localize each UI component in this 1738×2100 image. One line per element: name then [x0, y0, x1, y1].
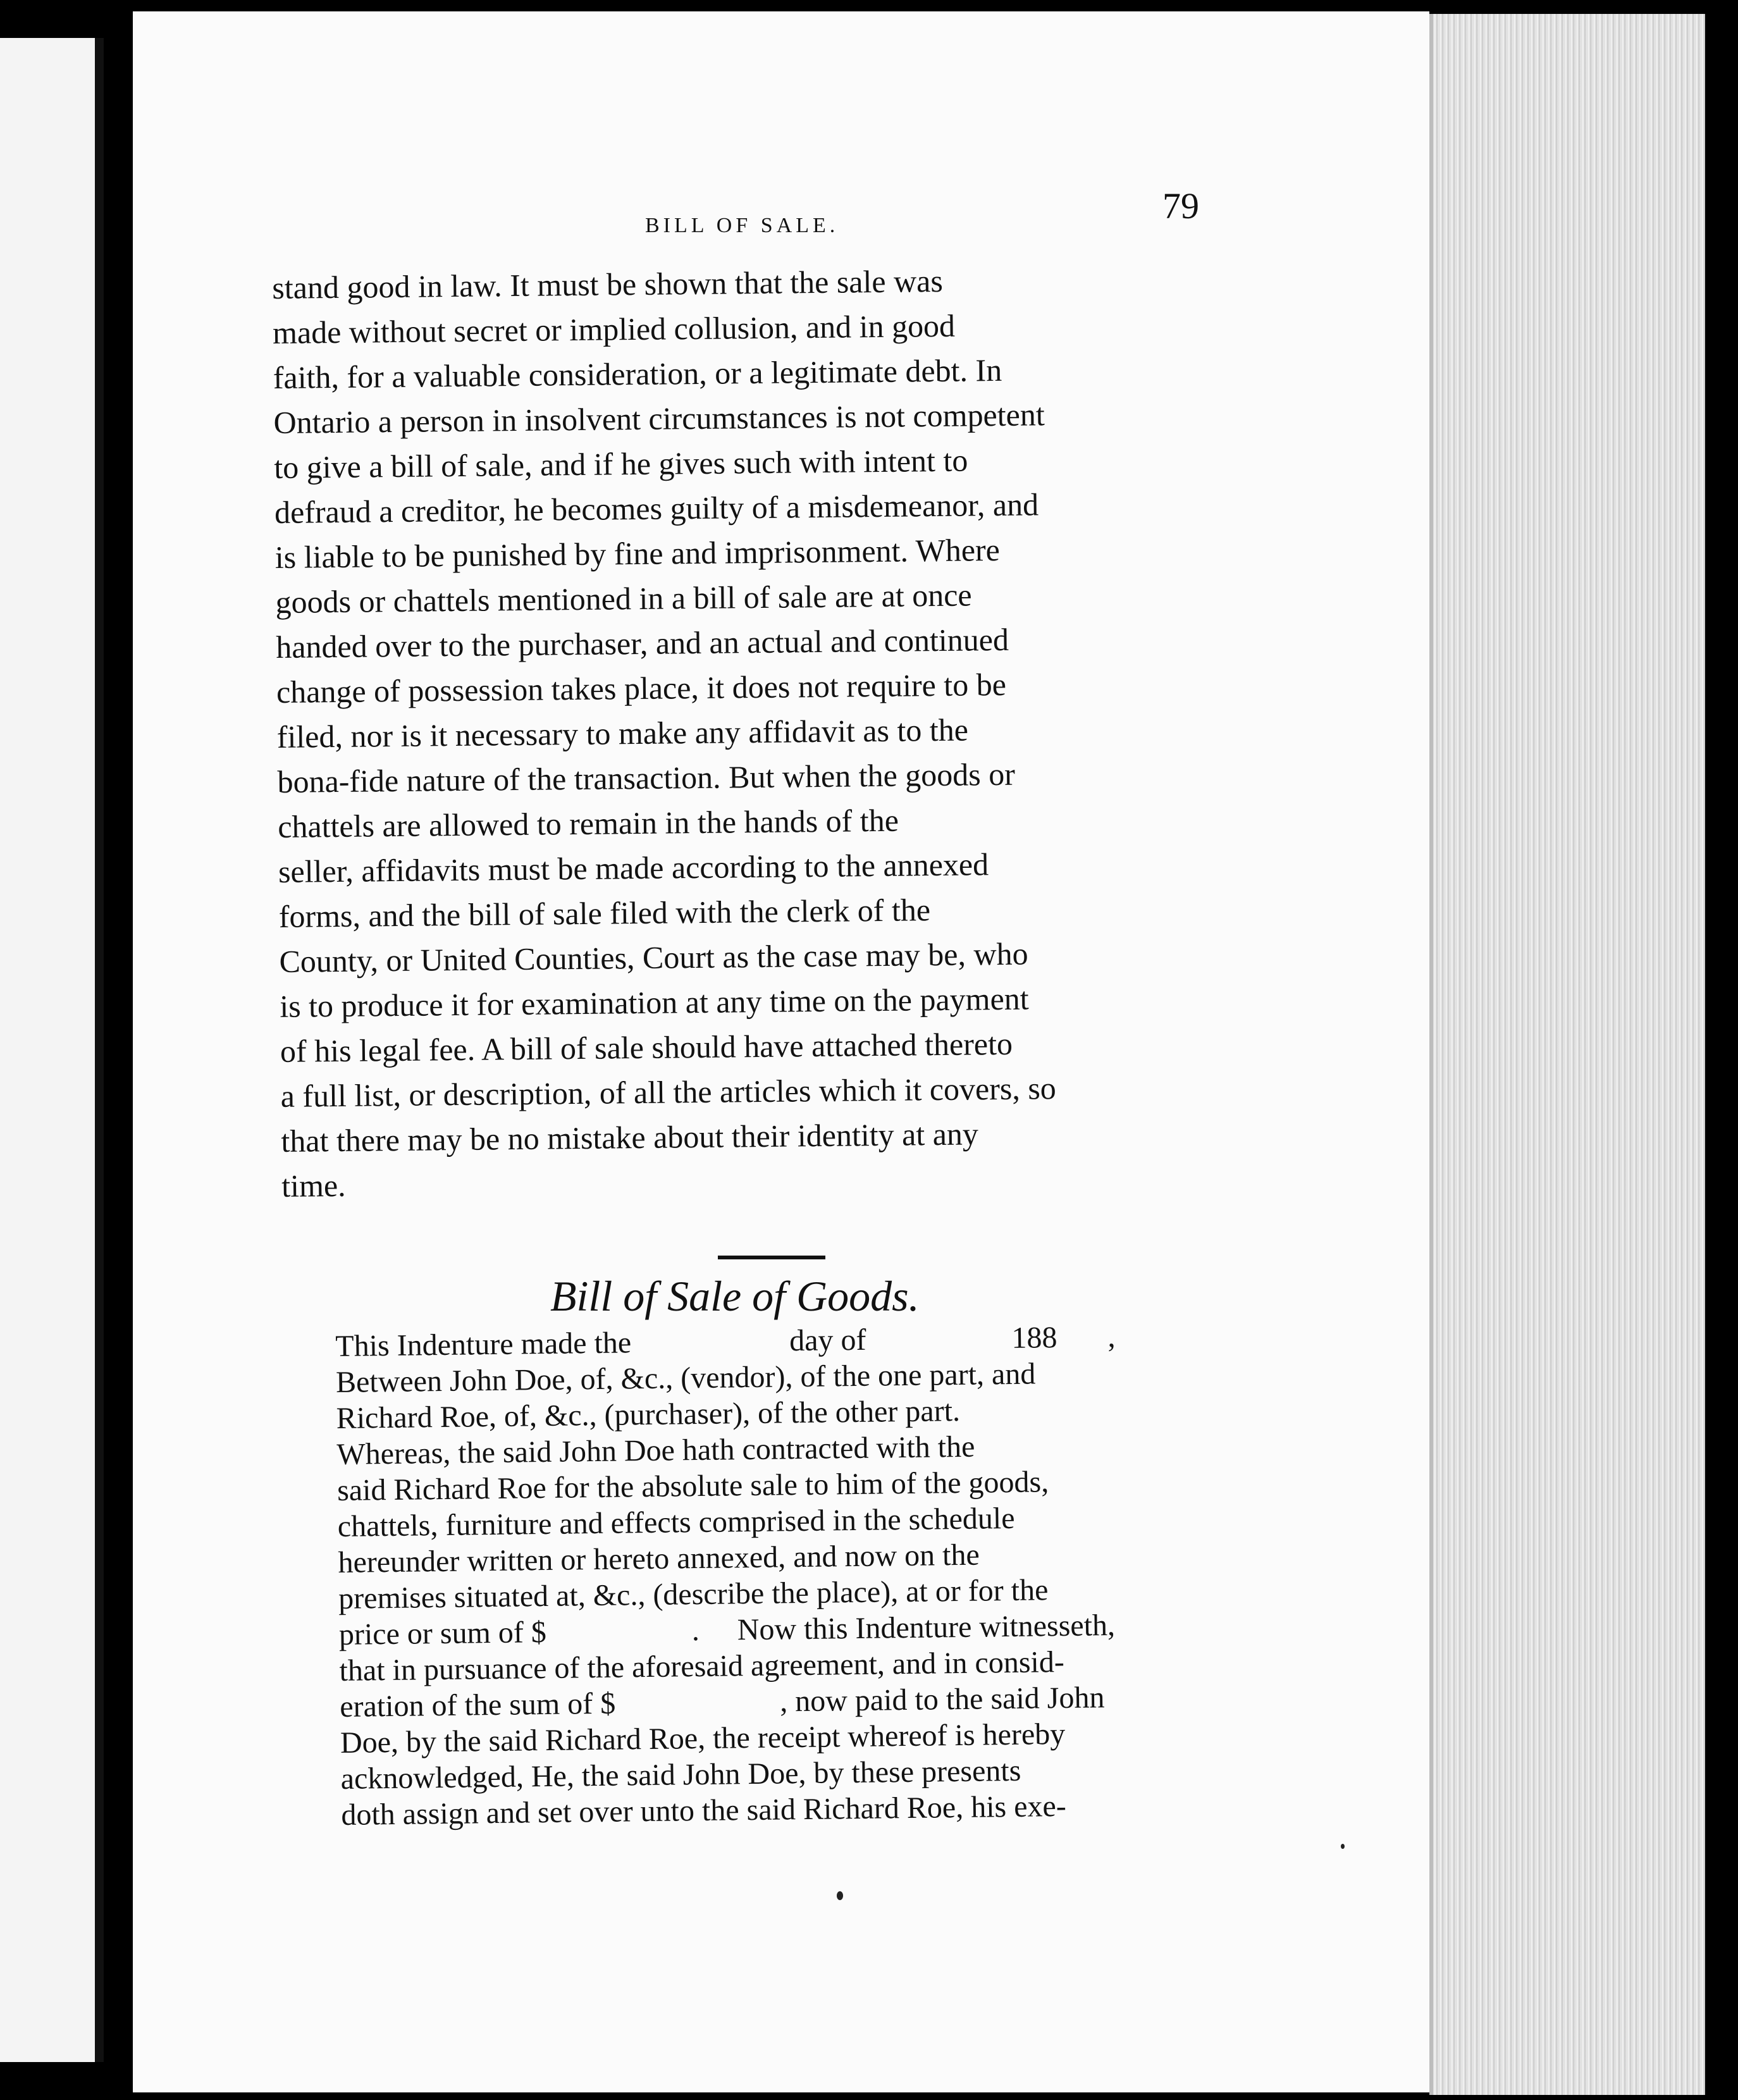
form-text: chattels, furniture and effects comprised in the schedule: [337, 1501, 1015, 1543]
text-line: chattels are allowed to remain in the hands of the: [277, 802, 899, 844]
text-line: made without secret or implied collusion, and in good: [272, 307, 956, 350]
page-number: 79: [1162, 185, 1199, 226]
page-fore-edge: [1429, 14, 1705, 2095]
text-line: goods or chattels mentioned in a bill of sale are at once: [275, 577, 972, 620]
text-line: is to produce it for examination at any time on the payment: [279, 980, 1029, 1024]
text-line: a full list, or description, of all the articles which it covers, so: [280, 1070, 1057, 1114]
text-line: bona-fide nature of the transaction. But when the goods or: [277, 756, 1016, 800]
form-text: ,: [1107, 1319, 1116, 1354]
text-line: time.: [281, 1167, 346, 1204]
text-line: that there may be no mistake about their identity at any: [281, 1116, 979, 1159]
text-line: change of possession takes place, it does not require to be: [276, 666, 1007, 710]
form-text: premises situated at, &c., (describe the place), at or for the: [338, 1573, 1049, 1615]
form-text: Richard Roe, of, &c., (purchaser), of the other part.: [336, 1393, 961, 1435]
form-text: Doe, by the said Richard Roe, the receipt whereof is hereby: [340, 1717, 1066, 1760]
form-text: Now this Indenture witnesseth,: [737, 1608, 1116, 1647]
text-line: defraud a creditor, he becomes guilty of a misdemeanor, and: [274, 486, 1039, 530]
text-line: to give a bill of sale, and if he gives such with intent to: [274, 442, 968, 485]
bill-of-sale-form: [335, 1317, 1252, 1833]
running-head: BILL OF SALE.: [645, 214, 839, 237]
form-text: This Indenture made the: [335, 1326, 632, 1363]
form-text: hereunder written or hereto annexed, and now on the: [338, 1538, 980, 1579]
form-text: 188: [1011, 1321, 1057, 1355]
text-line: of his legal fee. A bill of sale should have attached thereto: [280, 1025, 1013, 1069]
facing-page-edge: [0, 38, 104, 2062]
ink-speck: [1341, 1844, 1345, 1849]
text-line: stand good in law. It must be shown that the sale was: [272, 262, 944, 306]
form-text: Between John Doe, of, &c., (vendor), of the one part, and: [335, 1357, 1036, 1399]
text-line: forms, and the bill of sale filed with the clerk of the: [278, 892, 931, 934]
form-text: price or sum of $: [338, 1615, 547, 1652]
form-text: day of: [789, 1323, 866, 1358]
form-text: said Richard Roe for the absolute sale to him of the goods,: [336, 1465, 1049, 1507]
ink-speck: [837, 1891, 843, 1900]
form-text: acknowledged, He, the said John Doe, by these presents: [340, 1753, 1021, 1796]
form-text: , now paid to the said John: [779, 1681, 1105, 1719]
form-text: that in pursuance of the aforesaid agreement, and in consid-: [339, 1645, 1065, 1688]
form-text: .: [691, 1614, 700, 1648]
text-line: is liable to be punished by fine and imprisonment. Where: [274, 531, 1001, 575]
text-line: handed over to the purchaser, and an actual and continued: [276, 621, 1009, 665]
text-line: Ontario a person in insolvent circumstances is not competent: [273, 397, 1045, 440]
section-divider: [718, 1256, 825, 1259]
text-line: seller, affidavits must be made according to the annexed: [278, 846, 989, 889]
text-line: County, or United Counties, Court as the case may be, who: [279, 936, 1028, 979]
form-text: eration of the sum of $: [339, 1686, 616, 1724]
section-title: Bill of Sale of Goods.: [550, 1272, 920, 1320]
text-line: faith, for a valuable consideration, or a legitimate debt. In: [273, 352, 1002, 395]
form-text: Whereas, the said John Doe hath contracted with the: [336, 1430, 975, 1471]
text-line: filed, nor is it necessary to make any affidavit as to the: [276, 712, 969, 755]
body-paragraph: [272, 256, 1231, 1209]
form-text: doth assign and set over unto the said Richard Roe, his exe-: [341, 1789, 1067, 1832]
